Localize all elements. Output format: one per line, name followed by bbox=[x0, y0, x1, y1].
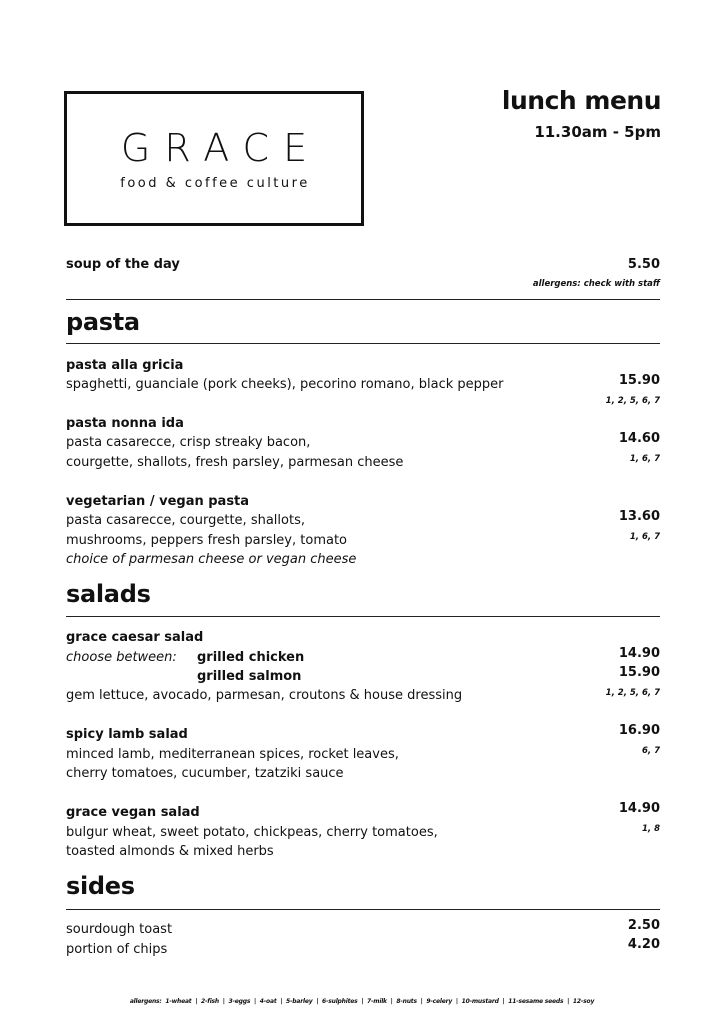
item-description: pasta casarecce, courgette, shallots, bbox=[66, 513, 305, 528]
divider bbox=[66, 343, 660, 344]
item-price: 14.60 bbox=[618, 431, 660, 446]
logo bbox=[64, 91, 364, 226]
item-allergens: 1, 6, 7 bbox=[629, 532, 660, 542]
item-price: 15.90 bbox=[618, 373, 660, 388]
option-name: grilled salmon bbox=[197, 669, 302, 684]
item-price: 16.90 bbox=[618, 723, 660, 738]
item-description: mushrooms, peppers fresh parsley, tomato bbox=[66, 533, 347, 548]
item-name: sourdough toast bbox=[66, 922, 173, 937]
item-allergens: 1, 2, 5, 6, 7 bbox=[605, 396, 660, 406]
section-heading-pasta: pasta bbox=[66, 308, 140, 336]
item-name: portion of chips bbox=[66, 942, 168, 957]
item-price: 13.60 bbox=[618, 509, 660, 524]
item-description: cherry tomatoes, cucumber, tzatziki sauce bbox=[66, 766, 344, 781]
item-price: 2.50 bbox=[627, 918, 660, 933]
choose-label: choose between: bbox=[66, 650, 177, 665]
section-heading-sides: sides bbox=[66, 872, 135, 900]
option-price: 14.90 bbox=[618, 646, 660, 661]
item-description: courgette, shallots, fresh parsley, parmesan cheese bbox=[66, 455, 404, 470]
item-name: grace caesar salad bbox=[66, 630, 204, 645]
divider bbox=[66, 616, 660, 617]
item-description: spaghetti, guanciale (pork cheeks), pecorino romano, black pepper bbox=[66, 377, 504, 392]
logo-tagline: food & coffee culture bbox=[120, 176, 310, 191]
item-description: gem lettuce, avocado, parmesan, croutons & house dressing bbox=[66, 688, 463, 703]
item-name: pasta nonna ida bbox=[66, 416, 184, 431]
item-allergens: 1, 2, 5, 6, 7 bbox=[605, 688, 660, 698]
allergen-key: allergens: 1-wheat | 2-fish | 3-eggs | 4-oat | 5-barley | 6-sulphites | 7-milk | 8-nuts | 9-celery | 10-mustard | 11-sesame seeds | 12-soy bbox=[129, 998, 595, 1005]
item-description: minced lamb, mediterranean spices, rocket leaves, bbox=[66, 747, 399, 762]
item-price: 14.90 bbox=[618, 801, 660, 816]
logo-name: GRACE bbox=[120, 126, 322, 170]
item-name: grace vegan salad bbox=[66, 805, 200, 820]
option-price: 15.90 bbox=[618, 665, 660, 680]
option-name: grilled chicken bbox=[197, 650, 305, 665]
soup-allergens: allergens: check with staff bbox=[532, 279, 660, 289]
item-allergens: 1, 8 bbox=[641, 824, 660, 834]
item-name: pasta alla gricia bbox=[66, 358, 184, 373]
item-allergens: 6, 7 bbox=[641, 746, 660, 756]
section-heading-salads: salads bbox=[66, 580, 151, 608]
item-allergens: 1, 6, 7 bbox=[629, 454, 660, 464]
item-description: pasta casarecce, crisp streaky bacon, bbox=[66, 435, 311, 450]
soup-name: soup of the day bbox=[66, 257, 180, 272]
item-description: bulgur wheat, sweet potato, chickpeas, cherry tomatoes, bbox=[66, 825, 438, 840]
item-name: spicy lamb salad bbox=[66, 727, 188, 742]
item-price: 4.20 bbox=[627, 937, 660, 952]
soup-price: 5.50 bbox=[627, 257, 660, 272]
item-note: choice of parmesan cheese or vegan cheese bbox=[66, 552, 357, 567]
menu-hours: 11.30am - 5pm bbox=[534, 123, 661, 141]
item-name: vegetarian / vegan pasta bbox=[66, 494, 250, 509]
divider bbox=[66, 299, 660, 300]
item-description: toasted almonds & mixed herbs bbox=[66, 844, 274, 859]
menu-title: lunch menu bbox=[501, 86, 661, 115]
divider bbox=[66, 909, 660, 910]
